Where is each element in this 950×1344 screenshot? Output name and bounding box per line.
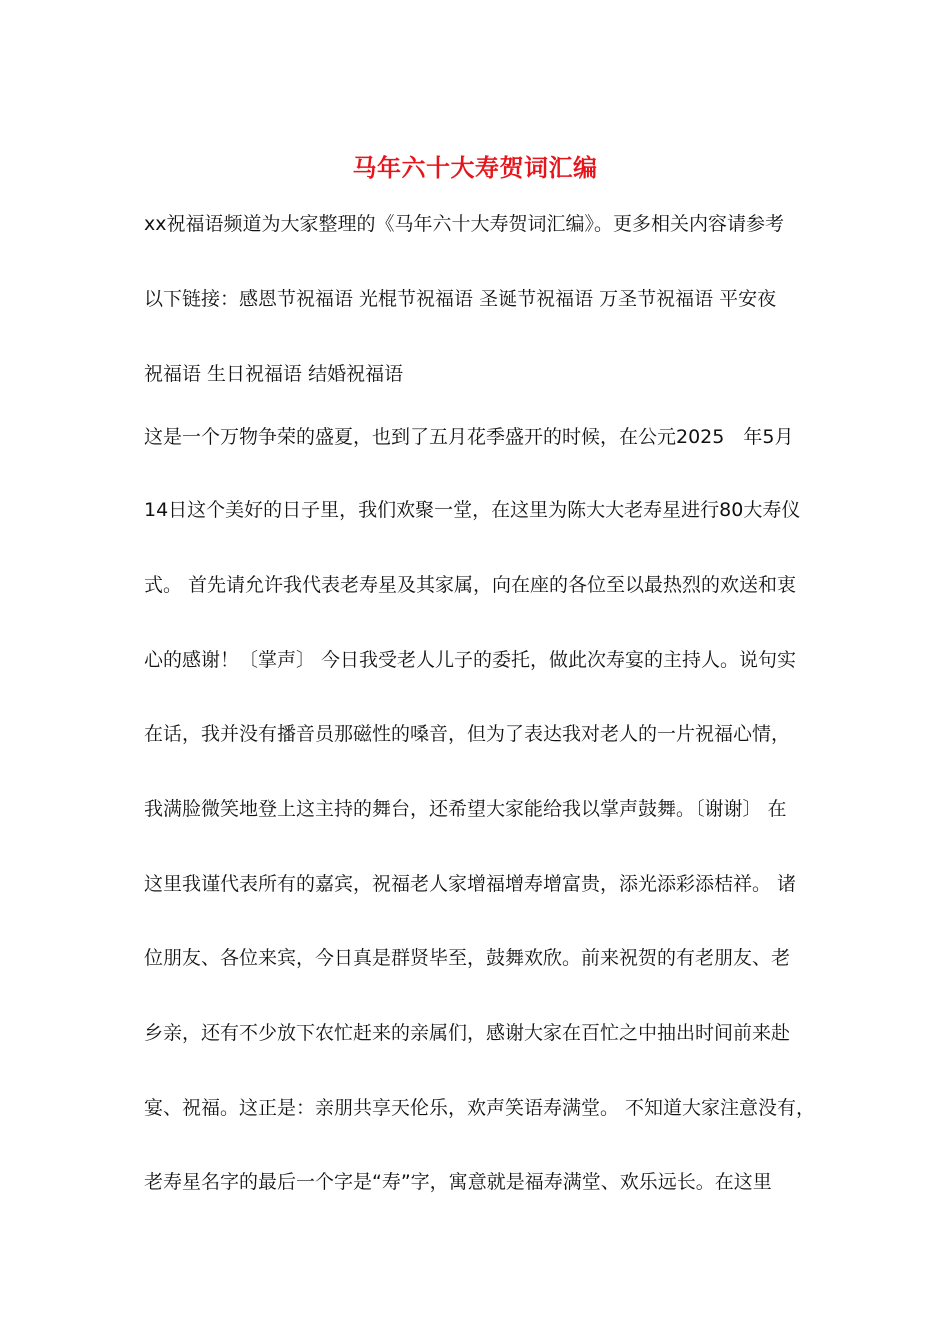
document-title: 马年六十大寿贺词汇编	[352, 154, 598, 182]
paragraph-line: 位朋友、各位来宾，今日真是群贤毕至，鼓舞欢欣。前来祝贺的有老朋友、老	[144, 947, 791, 969]
paragraph-line: 我满脸微笑地登上这主持的舞台，还希望大家能给我以掌声鼓舞。〔谢谢〕 在	[144, 798, 787, 820]
paragraph-line: 式。 首先请允许我代表老寿星及其家属，向在座的各位至以最热烈的欢送和衷	[144, 574, 797, 596]
paragraph-line: 宴、祝福。这正是：亲朋共享天伦乐，欢声笑语寿满堂。 不知道大家注意没有，	[144, 1097, 816, 1119]
paragraph-line: 在话，我并没有播音员那磁性的嗓音，但为了表达我对老人的一片祝福心情，	[144, 723, 791, 745]
paragraph-line: 心的感谢！〔掌声〕 今日我受老人儿子的委托，做此次寿宴的主持人。说句实	[144, 649, 797, 671]
paragraph-line: 这是一个万物争荣的盛夏，也到了五月花季盛开的时候，在公元2025 年5月	[144, 426, 794, 448]
paragraph-line: 以下链接：感恩节祝福语 光棍节祝福语 圣诞节祝福语 万圣节祝福语 平安夜	[144, 288, 777, 310]
paragraph-line: 这里我谨代表所有的嘉宾，祝福老人家增福增寿增富贵，添光添彩添桔祥。 诸	[144, 873, 797, 895]
paragraph-line: 14日这个美好的日子里，我们欢聚一堂，在这里为陈大大老寿星进行80大寿仪	[144, 499, 801, 521]
paragraph-line: 乡亲，还有不少放下农忙赶来的亲属们，感谢大家在百忙之中抽出时间前来赴	[144, 1022, 791, 1044]
paragraph-line: 老寿星名字的最后一个字是“寿”字，寓意就是福寿满堂、欢乐远长。在这里	[144, 1171, 772, 1193]
paragraph-line: 祝福语 生日祝福语 结婚祝福语	[144, 363, 404, 385]
paragraph-line: xx祝福语频道为大家整理的《马年六十大寿贺词汇编》。更多相关内容请参考	[144, 213, 784, 235]
